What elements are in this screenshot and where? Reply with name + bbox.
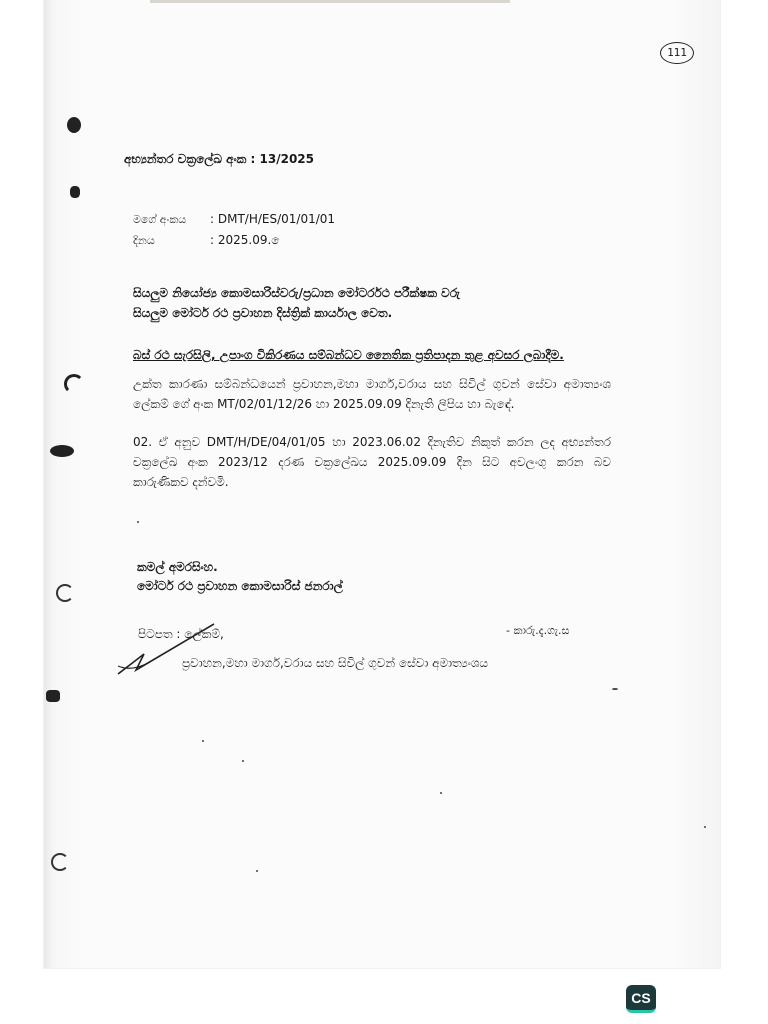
reference-value: : DMT/H/ES/01/01/01	[210, 212, 336, 226]
scanner-app-logo: CS	[626, 985, 656, 1013]
scan-speck	[704, 826, 706, 828]
scan-speck	[612, 688, 618, 690]
paragraph-1-line-1: උක්ත කාරණා සම්බන්ධයෙන් ප්‍රවාහන,මහා මාර්ග,වරාය සහ සිවිල් ගුවන් සේවා අමාත්‍යංශ	[133, 377, 611, 391]
paragraph-2	[133, 432, 611, 492]
copy-to-label: පිටපත : ලේකම්,	[138, 627, 224, 641]
signatory-name: කමල් අමරසිංහ.	[137, 560, 218, 574]
date-label: දිනය	[133, 234, 155, 247]
subject-heading: බස් රථ සැරසිලි, උපාංග විකිරණය සම්බන්ධව නෛතික ප්‍රතිපාදන තුළ අවසර ලබාදීම.	[133, 348, 564, 362]
reference-label: මගේ අංකය	[133, 213, 187, 226]
punch-hole-mark	[50, 445, 74, 457]
paragraph-1	[133, 374, 611, 414]
address-line-1: සියලුම නියෝජ්‍ය කොමසාරිස්වරු/ප්‍රධාන මෝටර්රථ පරීක්ෂක වරු	[133, 286, 460, 300]
copy-to-note: - කාරු.දැ.ගැ.ස	[506, 624, 570, 637]
stray-dot	[137, 521, 139, 523]
page-top-edge	[150, 0, 510, 3]
page-number: 111	[660, 42, 694, 64]
copy-to-ministry: ප්‍රවාහන,මහා මාර්ග,වරාය සහ සිවිල් ගුවන් සේවා අමාත්‍යංශය	[182, 656, 489, 670]
punch-hole-mark	[67, 117, 81, 133]
scan-speck	[242, 760, 244, 762]
punch-hole-mark	[70, 186, 80, 198]
paragraph-2-line-2: චක්‍රලේඛ අංක 2023/12 දරණ චක්‍රලේඛය 2025.09.09 දින සිට අවලංගු කරන බව	[133, 455, 611, 469]
scan-speck	[440, 792, 442, 794]
circular-number: අභ්‍යන්තර චක්‍රලේඛ අංක : 13/2025	[124, 152, 314, 166]
date-value: : 2025.09. ෙ	[210, 233, 286, 247]
scan-speck	[256, 870, 258, 872]
signatory-title: මෝටර් රථ ප්‍රවාහන කොමසාරිස් ජනරාල්	[137, 579, 343, 593]
punch-hole-mark	[64, 374, 84, 394]
address-line-2: සියලුම මෝටර් රථ ප්‍රවාහන දිස්ත්‍රික් කාර්යාල වෙත.	[133, 306, 393, 320]
paragraph-1-line-2: ලේකම් ගේ අංක MT/02/01/12/26 හා 2025.09.09 දිනැති ලිපිය හා බැඳේ.	[133, 397, 515, 411]
punch-hole-mark	[56, 584, 74, 602]
punch-hole-mark	[46, 690, 60, 702]
paragraph-2-line-3: කාරුණිකව දන්වමි.	[133, 475, 229, 489]
scan-speck	[202, 740, 204, 742]
paragraph-2-line-1: 02. ඒ අනුව DMT/H/DE/04/01/05 හා 2023.06.02 දිනැතිව නිකුත් කරන ලද අභ්‍යන්තර	[133, 435, 611, 449]
punch-hole-mark	[51, 853, 69, 871]
